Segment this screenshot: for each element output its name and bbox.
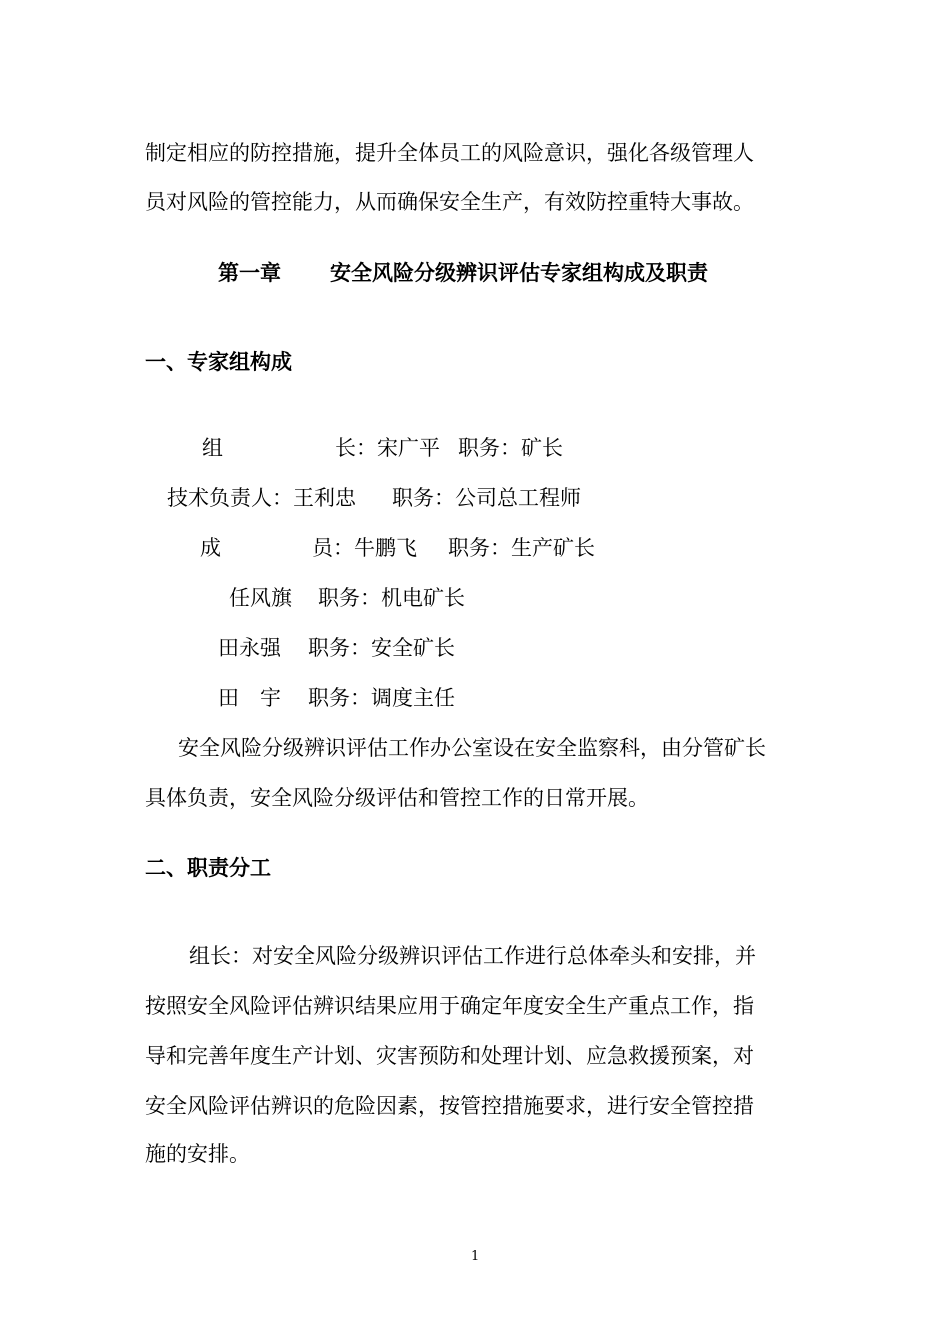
- leader-duty: 职务：矿长: [458, 436, 563, 460]
- chapter-title: 安全风险分级辨识评估专家组构成及职责: [330, 260, 708, 285]
- member-label-1: 成: [200, 536, 221, 560]
- section-heading-expert-group: 一、专家组构成: [145, 349, 292, 374]
- leader-label-1: 组: [202, 436, 223, 460]
- member-2-name: 任风旗: [229, 586, 292, 610]
- member-3-duty: 职务：安全矿长: [308, 636, 455, 660]
- leader-name: 长：宋广平: [335, 436, 440, 460]
- duties-line-1: 组长：对安全风险分级辨识评估工作进行总体牵头和安排，并: [189, 944, 756, 968]
- duties-line-5: 施的安排。: [145, 1142, 250, 1166]
- member-4-name: 田 宇: [218, 686, 281, 710]
- intro-line-1: 制定相应的防控措施，提升全体员工的风险意识，强化各级管理人: [145, 141, 754, 165]
- section-heading-duties: 二、职责分工: [145, 855, 271, 880]
- chapter-number: 第一章: [218, 260, 281, 285]
- office-line-2: 具体负责，安全风险分级评估和管控工作的日常开展。: [145, 786, 649, 810]
- member-name: 员：牛鹏飞: [312, 536, 417, 560]
- duties-line-3: 导和完善年度生产计划、灾害预防和处理计划、应急救援预案，对: [145, 1044, 754, 1068]
- page-number: 1: [471, 1249, 480, 1264]
- member-3-name: 田永强: [218, 636, 281, 660]
- tech-lead-duty: 职务：公司总工程师: [392, 486, 581, 510]
- office-line-1: 安全风险分级辨识评估工作办公室设在安全监察科，由分管矿长: [178, 736, 766, 760]
- duties-line-4: 安全风险评估辨识的危险因素，按管控措施要求，进行安全管控措: [145, 1094, 754, 1118]
- member-duty: 职务：生产矿长: [448, 536, 595, 560]
- intro-line-2: 员对风险的管控能力，从而确保安全生产，有效防控重特大事故。: [145, 190, 754, 214]
- tech-lead-name: 技术负责人：王利忠: [167, 486, 356, 510]
- duties-line-2: 按照安全风险评估辨识结果应用于确定年度安全生产重点工作，指: [145, 994, 754, 1018]
- member-4-duty: 职务：调度主任: [308, 686, 455, 710]
- member-2-duty: 职务：机电矿长: [318, 586, 465, 610]
